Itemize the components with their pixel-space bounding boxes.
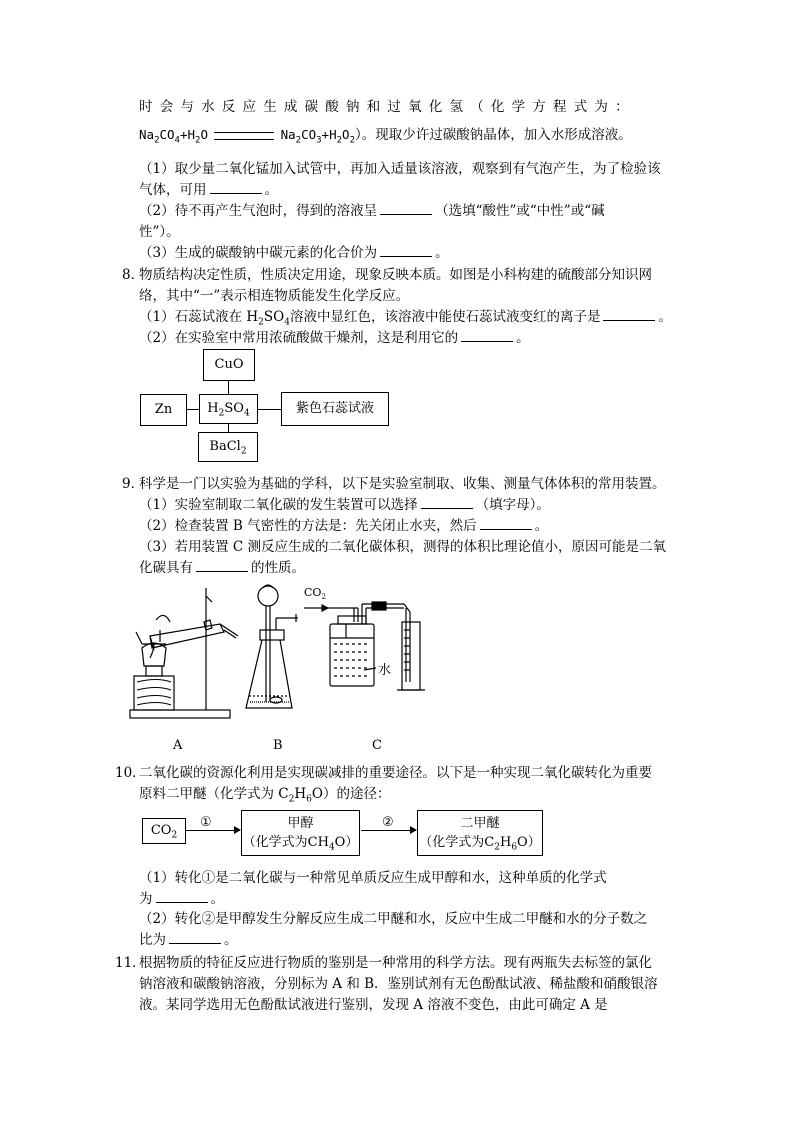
arrow-shaft bbox=[185, 830, 237, 831]
q8-line2: 络，其中“一”表示相连物质能发生化学反应。 bbox=[139, 288, 410, 304]
co2-label: $CO_2$ bbox=[304, 586, 326, 601]
zn-box: Zn bbox=[140, 394, 187, 426]
q8-part1: （1）石蕊试液在 $H_2SO_4$溶液中显红色，该溶液中能使石蕊试液变红的离子是 。 bbox=[139, 309, 672, 328]
answer-blank[interactable] bbox=[380, 244, 432, 257]
dimethyl-ether-box bbox=[417, 810, 543, 856]
q10-part1-line2: 为 。 bbox=[139, 891, 224, 907]
q7-line1: 时会与水反应生成碳酸钠和过氧化氢（化学方程式为： bbox=[139, 99, 636, 115]
q10-part2-line1: （2）转化②是甲醇发生分解反应生成二甲醚和水，反应中生成二甲醚和水的分子数之 bbox=[139, 911, 648, 927]
q9-number: 9． bbox=[122, 476, 145, 492]
answer-blank[interactable] bbox=[196, 559, 248, 572]
co2-box: $CO_2$ bbox=[142, 818, 186, 844]
q9-part1: （1）实验室制取二氧化碳的发生装置可以选择 （填字母）。 bbox=[139, 497, 550, 513]
q10-number: 10． bbox=[115, 765, 146, 781]
arrow-head bbox=[410, 826, 417, 834]
methanol-name: 甲醇 bbox=[287, 816, 314, 831]
q11-number: 11． bbox=[115, 955, 146, 971]
equation-left: $Na_2CO_4+H_2O$ bbox=[139, 127, 208, 146]
q11-line1: 根据物质的特征反应进行物质的鉴别是一种常用的科学方法。现有两瓶失去标签的氯化 bbox=[139, 955, 652, 971]
q10-part2-line2: 比为 。 bbox=[139, 932, 238, 948]
q10-line2: 原料二甲醚（化学式为 $C_2H_6O$）的途径： bbox=[139, 786, 391, 805]
dimethyl-ether-name: 二甲醚 bbox=[460, 816, 500, 831]
connector bbox=[228, 380, 229, 395]
equals-sign bbox=[214, 132, 274, 140]
answer-blank[interactable] bbox=[421, 496, 473, 509]
methanol-box bbox=[241, 810, 360, 856]
connector bbox=[228, 423, 229, 432]
apparatus-a bbox=[130, 588, 238, 718]
q7-part2-line1: （2）待不再产生气泡时，得到的溶液呈 （选填“酸性”或“中性”或“碱 bbox=[139, 203, 605, 219]
litmus-box: 紫色石蕊试液 bbox=[281, 392, 389, 426]
arrow-head bbox=[234, 826, 241, 834]
bacl2-box: BaCl$_2$ bbox=[198, 432, 258, 462]
apparatus-figure bbox=[120, 578, 440, 758]
q7-part3: （3）生成的碳酸钠中碳元素的化合价为 。 bbox=[139, 245, 449, 261]
dimethyl-ether-formula: （化学式为$C_2H_6O$） bbox=[419, 835, 541, 853]
q9-part2: （2）检查装置 B 气密性的方法是：先关闭止水夹，然后 。 bbox=[139, 518, 549, 534]
cuo-box: CuO bbox=[203, 349, 255, 381]
h2so4-box: $H_2SO_4$ bbox=[199, 394, 258, 424]
answer-blank[interactable] bbox=[169, 931, 221, 944]
q8-part2: （2）在实验室中常用浓硫酸做干燥剂，这是利用它的 。 bbox=[139, 330, 530, 346]
apparatus-b bbox=[246, 585, 298, 708]
q7-part1-line1: （1）取少量二氧化锰加入试管中，再加入适量该溶液，观察到有气泡产生，为了检验该 bbox=[139, 161, 661, 177]
equation-right: $Na_2CO_3+H_2O_2$ bbox=[280, 127, 355, 146]
step2-label: ② bbox=[382, 815, 394, 830]
label-a: A bbox=[173, 738, 183, 753]
connector bbox=[186, 409, 200, 410]
answer-blank[interactable] bbox=[156, 890, 208, 903]
q8-line1: 物质结构决定性质，性质决定用途，现象反映本质。如图是小科构建的硫酸部分知识网 bbox=[139, 267, 652, 283]
q11-line3: 液。某同学选用无色酚酞试液进行鉴别，发现 A 溶液不变色，由此可确定 A 是 bbox=[139, 997, 608, 1013]
arrow-shaft bbox=[361, 830, 413, 831]
q10-part1-line1: （1）转化①是二氧化碳与一种常见单质反应生成甲醇和水，这种单质的化学式 bbox=[139, 870, 607, 886]
connector bbox=[257, 409, 281, 410]
q8-number: 8． bbox=[122, 267, 145, 283]
q9-line1: 科学是一门以实验为基础的学科，以下是实验室制取、收集、测量气体体积的常用装置。 bbox=[139, 476, 666, 492]
q9-part3-line2: 化碳具有 的性质。 bbox=[139, 560, 305, 576]
answer-blank[interactable] bbox=[380, 202, 432, 215]
q7-equation-line: $Na_2CO_4+H_2O$ $Na_2CO_3+H_2O_2$）。现取少许过碳酸钠晶体，加入水形成溶液。 bbox=[139, 127, 632, 146]
label-c: C bbox=[372, 738, 382, 753]
q10-line1: 二氧化碳的资源化利用是实现碳减排的重要途径。以下是一种实现二氧化碳转化为重要 bbox=[139, 765, 652, 781]
q11-line2: 钠溶液和碳酸钠溶液，分别标为 A 和 B．鉴别试剂有无色酚酞试液、稀盐酸和硝酸银溶 bbox=[139, 976, 658, 992]
answer-blank[interactable] bbox=[210, 181, 262, 194]
methanol-formula: （化学式为$CH_4O$） bbox=[242, 835, 359, 853]
q9-part3-line1: （3）若用装置 C 测反应生成的二氧化碳体积，测得的体积比理论值小，原因可能是二氧 bbox=[139, 539, 666, 555]
answer-blank[interactable] bbox=[603, 308, 655, 321]
apparatus-c bbox=[304, 602, 425, 690]
q7-part2-line2: 性”）。 bbox=[139, 224, 180, 240]
answer-blank[interactable] bbox=[461, 329, 513, 342]
q7-part1-line2: 气体，可用 。 bbox=[139, 182, 278, 198]
step1-label: ① bbox=[200, 815, 212, 830]
label-b: B bbox=[273, 738, 283, 753]
water-label: 水 bbox=[378, 663, 392, 678]
answer-blank[interactable] bbox=[480, 517, 532, 530]
